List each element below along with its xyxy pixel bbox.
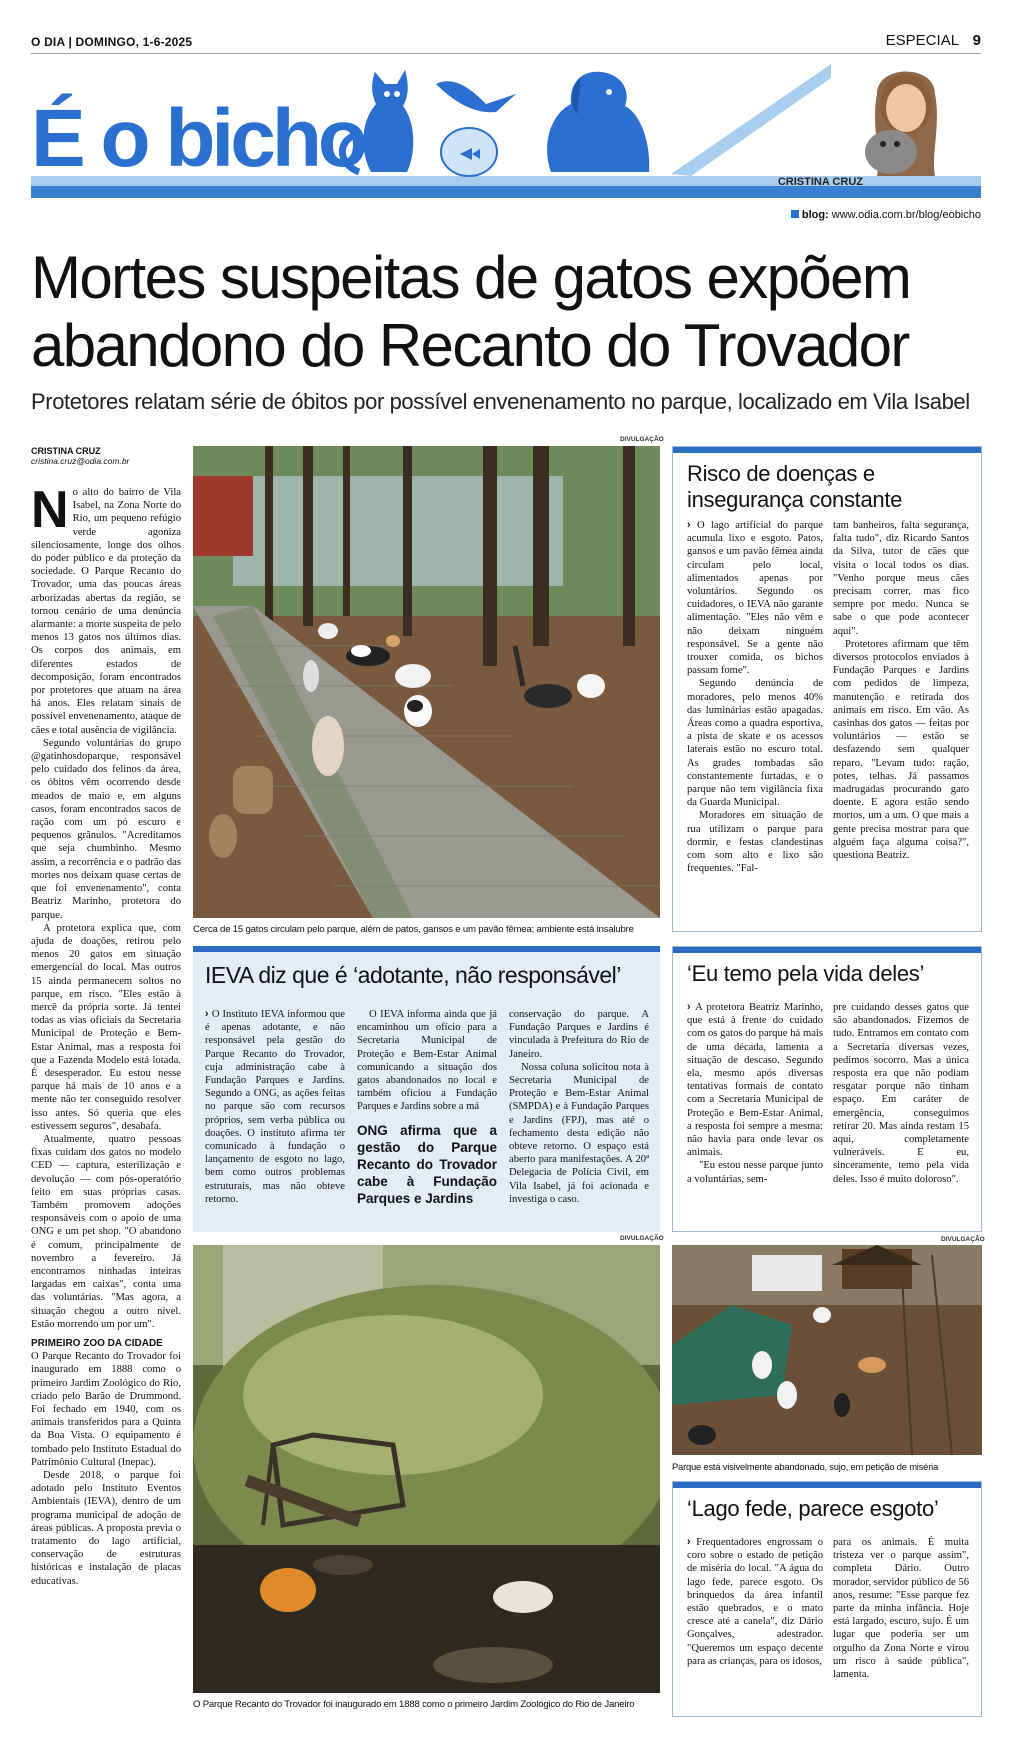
photo-lake — [193, 1245, 660, 1693]
box-lago-col2: para os animais. É muita tristeza ver o parque assim", completa Dário. Outro morador, servidor público de 56 anos, resume: "Esse parque fez parte da minha infância. Hoje está largado, escuro, sujo. É um lugar que poderia ser um orgulho da Zona Norte e virou um risco à saúde pública", lamenta. — [833, 1537, 969, 1681]
arrow-icon: › — [205, 1008, 212, 1020]
box-temo — [672, 946, 982, 1232]
body-paragraph: Atualmente, quatro pessoas fixas cuidam dos gatos no modelo CED — captura, esterilização e devolução — com pós-operatório feito em suas próprias casas. Também promovem adoções responsáveis com o apoio de uma ONG e um pet shop. "O abandono é comum, principalmente de novembro a fevereiro. Já encontramos ninhadas inteiras largadas em caixas", conta uma das voluntárias. "Mas agora, a situação chegou a outro nível. Estão morrendo um por um". — [31, 1133, 181, 1330]
lake-photo-image — [193, 1245, 660, 1693]
box-ieva-col2: O IEVA informa ainda que já encaminhou um ofício para a Secretaria Municipal de Proteção e Bem-Estar Animal comunicando a situação dos gatos abandonados no local e também oficiou a Fundação Parques e Jardins sobre a má ONG afirma que a gestão do Parque Recanto do Trovador cabe à Fundação Parques e Jardins — [357, 1009, 497, 1206]
square-icon — [791, 210, 799, 218]
blog-link[interactable]: blog: www.odia.com.br/blog/eobicho — [791, 209, 981, 221]
banner-swoosh — [671, 64, 851, 176]
box-ieva — [193, 946, 660, 1232]
column-logo: É o bicho — [31, 93, 364, 184]
box-temo-col1: › A protetora Beatriz Marinho, que está à frente do cuidado com os gatos do parque há mais de uma década, lamenta a situação de descaso. Segundo ela, mesmo após diversas tentativas formais de contato com a Secretaria Municipal de Proteção e Bem-Estar Animal, a resposta foi sempre a mesma: não havia para onde levar os animais. "Eu estou nesse parque junto a voluntárias, sem- — [687, 1001, 823, 1185]
byline-name: CRISTINA CRUZ — [31, 446, 101, 456]
box-risco-col1: › O lago artificial do parque acumula lixo e esgoto. Patos, gansos e um pavão fêmea ainda circulam pelo local, alimentados apenas por voluntários. Segundo os cuidadores, o IEVA não garante alimentação. "Eles não vêm e não deixam ninguém responsável. Se a gente não trouxer comida, os bichos passam fome". Segundo denúncia de moradores, pelo menos 40% das luminárias estão apagadas. Áreas como a quadra esportiva, a pista de skate e os acessos laterais estão no escuro total. As grades tombadas são constantemente furtadas, e o parque não tem vigilância fixa da Guarda Municipal. Moradores em situação de rua utilizam o parque para dormir, e festas clandestinas com som alto e lixo são frequentes. "Fal- — [687, 519, 823, 875]
box-ieva-col3: conservação do parque. A Fundação Parques e Jardins é vinculada à Prefeitura do Rio de Janeiro. Nossa coluna solicitou nota à Secretaria Municipal de Proteção e Bem-Estar Animal (SMPDA) e à Fundação Parques e Jardins (FPJ), mas até o fechamento desta edição não obteve retorno. O espaço está aberto para manifestações. A 20ª Delegacia de Polícia Civil, em Vila Isabel, já foi acionada e investiga o caso. — [509, 1009, 649, 1205]
cat-illustration — [331, 64, 441, 176]
shelters-photo-image — [672, 1245, 982, 1455]
article-headline: Mortes suspeitas de gatos expõem abandono do Recanto do Trovador — [31, 244, 911, 379]
box-lago — [672, 1481, 982, 1717]
box-risco-title: Risco de doenças e insegurança constante — [687, 461, 903, 512]
caption-shelters: Parque está visivelmente abandonado, sujo, em petição de miséria — [672, 1461, 939, 1472]
subsection-title: PRIMEIRO ZOO DA CIDADE — [31, 1338, 163, 1349]
arrow-icon: › — [687, 519, 698, 531]
byline-email: cristina.cruz@odia.com.br — [31, 456, 130, 466]
masthead-left: O DIA | DOMINGO, 1-6-2025 — [31, 35, 193, 49]
body-paragraph: A protetora explica que, com ajuda de doações, retirou pelo menos 20 gatos em situação emergencial do local. Mas outros 15 ainda permanecem soltos no parque, em risco. "Eles estão à mercê da própria sorte. Já tentei todas as vias oficiais da Secretaria Municipal de Proteção e Bem-Estar Animal, mas a resposta foi que a Fazenda Modelo está lotada. É desesperador. Eu estou nesse parque há mais de 10 anos e a mente não ter conseguido resolver isso antes. Só queria que eles estivessem seguros", desabafa. — [31, 922, 181, 1132]
photo-credit: DIVULGAÇÃO — [620, 436, 664, 443]
body-paragraph: O Parque Recanto do Trovador foi inaugurado em 1888 como o primeiro Jardim Zoológico do Rio, criado pelo Barão de Drummond. Foi fechado em 1940, com os animais transferidos para a Quinta da Boa Vista. O equipamento é tombado pelo Instituto Estadual do Patrimônio Cultural (Inepac). — [31, 1351, 181, 1468]
body-paragraph: o alto do bairro de Vila Isabel, na Zona Norte do Rio, um pequeno refúgio verde agoniza silenciosamente, longe dos olhos do poder público e da proteção da sociedade. O Parque Recanto do Trovador, uma das poucas áreas arborizadas abertas da região, se tornou cenário de uma denúncia alarmante: a morte suspeita de pelo menos 13 gatos nos últimos dias. Os corpos dos animais, em diferentes estados de decomposição, foram encontrados por protetores que atuam na área há anos. Eles relatam sinais de possível envenenamento, ataque de cães e total ausência de vigilância. — [31, 487, 181, 736]
article-body — [31, 486, 181, 1726]
photo-cats-path — [193, 446, 660, 918]
caption-cats: Cerca de 15 gatos circulam pelo parque, além de patos, gansos e um pavão fêmea; ambiente está insalubre — [193, 924, 634, 935]
dropcap: N — [31, 486, 69, 539]
box-temo-title: ‘Eu temo pela vida deles’ — [687, 961, 925, 986]
box-lago-col1: › Frequentadores engrossam o coro sobre o estado de petição de miséria do local. "A água do lago fede, parece esgoto. Os brinquedos da área infantil estão quebrados, e o mato cresce até a canela", diz Dário Gonçalves, adestrador. "Queremos um espaço decente para as crianças, para os idosos, — [687, 1536, 823, 1667]
photo-shelters — [672, 1245, 982, 1455]
box-ieva-col1: › O Instituto IEVA informou que é apenas adotante, e não responsável pela gestão do Parque Recanto do Trovador, cuja administração cabe à Fundação Parques e Jardins. Segundo a ONG, as ações feitas no parque são com recursos próprios, sem verba pública ou doações. O instituto afirma ter comunicado à fundação o lançamento de esgoto no lago, bem como outros problemas estruturais, mas não obteve retorno. — [205, 1008, 345, 1205]
box-lago-title: ‘Lago fede, parece esgoto’ — [687, 1496, 939, 1521]
issue-date: DOMINGO, 1-6-2025 — [75, 35, 193, 49]
box-risco-col2: tam banheiros, falta segurança, falta tudo", diz Ricardo Santos da Silva, tutor de cães que visita o local todos os dias. "Venho porque meus cães precisam correr, mas fico sempre por medo. Nunca se sabe o que pode acontecer aqui". Protetores afirmam que têm diversos protocolos enviados à Fundação Parques e Jardins com pedidos de limpeza, manutenção e retirada dos animais em risco. Em vão. As casinhas dos gatos — feitas por voluntários — estão se desfazendo sem qualquer reparo. "Levam tudo: ração, potes, telhas. Já passamos madrugadas procurando gato doente. E agora estão sendo mortos, um a um. O que mais a gente precisa mostrar para que alguém faça alguma coisa?", questiona Beatriz. — [833, 520, 969, 862]
photo-credit: DIVULGAÇÃO — [620, 1235, 664, 1242]
box-ieva-title: IEVA diz que é ‘adotante, não responsável’ — [205, 962, 621, 988]
section-name: ESPECIAL — [885, 32, 959, 49]
paper-name: O DIA — [31, 35, 65, 49]
fishbowl-illustration — [436, 122, 502, 178]
arrow-icon: › — [687, 1001, 696, 1013]
body-paragraph: Segundo voluntárias do grupo @gatinhosdoparque, responsável pelo cuidado dos felinos da área, os óbitos vêm ocorrendo desde meados de maio e, em alguns casos, foram encontrados sacos de ração com um pó escuro e pequenos grânulos. "Acreditamos que seja chumbinho. Mesmo assim, a recorrência e o padrão das mortes nos deixam quase certas de que foi envenenamento", conta Beatriz Marinho, protetora do parque. — [31, 737, 181, 921]
photo-credit: DIVULGAÇÃO — [941, 1236, 985, 1243]
body-paragraph: Desde 2018, o parque foi adotado pelo Instituto Eventos Ambientais (IEVA), dentro de um programa municipal de adoção de áreas públicas. A proposta previa o tratamento do lago artificial, conservação de estruturas históricas e instalação de placas educativas. — [31, 1470, 181, 1587]
caption-lake: O Parque Recanto do Trovador foi inaugurado em 1888 como o primeiro Jardim Zoológico do Rio de Janeiro — [193, 1699, 635, 1710]
page-number: 9 — [972, 32, 981, 49]
blog-url[interactable]: www.odia.com.br/blog/eobicho — [831, 209, 981, 221]
dog-illustration — [521, 64, 671, 176]
arrow-icon: › — [687, 1536, 697, 1548]
masthead-right — [886, 32, 981, 49]
columnist-name: CRISTINA CRUZ — [777, 176, 863, 188]
column-banner — [31, 64, 981, 204]
cats-photo-image — [193, 446, 660, 918]
byline — [31, 446, 129, 466]
columnist-photo — [831, 64, 981, 176]
bird-illustration — [426, 64, 526, 124]
box-temo-col2: pre cuidando desses gatos que são abandonados. Fizemos de tudo. Entramos em contato com a Secretaria diversas vezes, pedimos socorro. Mas a única resposta era que não podiam resgatar porque não tinham espaço. Em caráter de emergência, conseguimos retirar 20. Mas ainda restam 15 aqui, completamente vulneráveis. E eu, sinceramente, temo pela vida deles. Isso é muito doloroso". — [833, 1002, 969, 1185]
article-subhead: Protetores relatam série de óbitos por possível envenenamento no parque, localizado em Vila Isabel — [31, 389, 970, 414]
box-risco — [672, 446, 982, 932]
masthead-bar — [31, 30, 981, 54]
pull-quote: ONG afirma que a gestão do Parque Recanto do Trovador cabe à Fundação Parques e Jardins — [357, 1122, 497, 1206]
